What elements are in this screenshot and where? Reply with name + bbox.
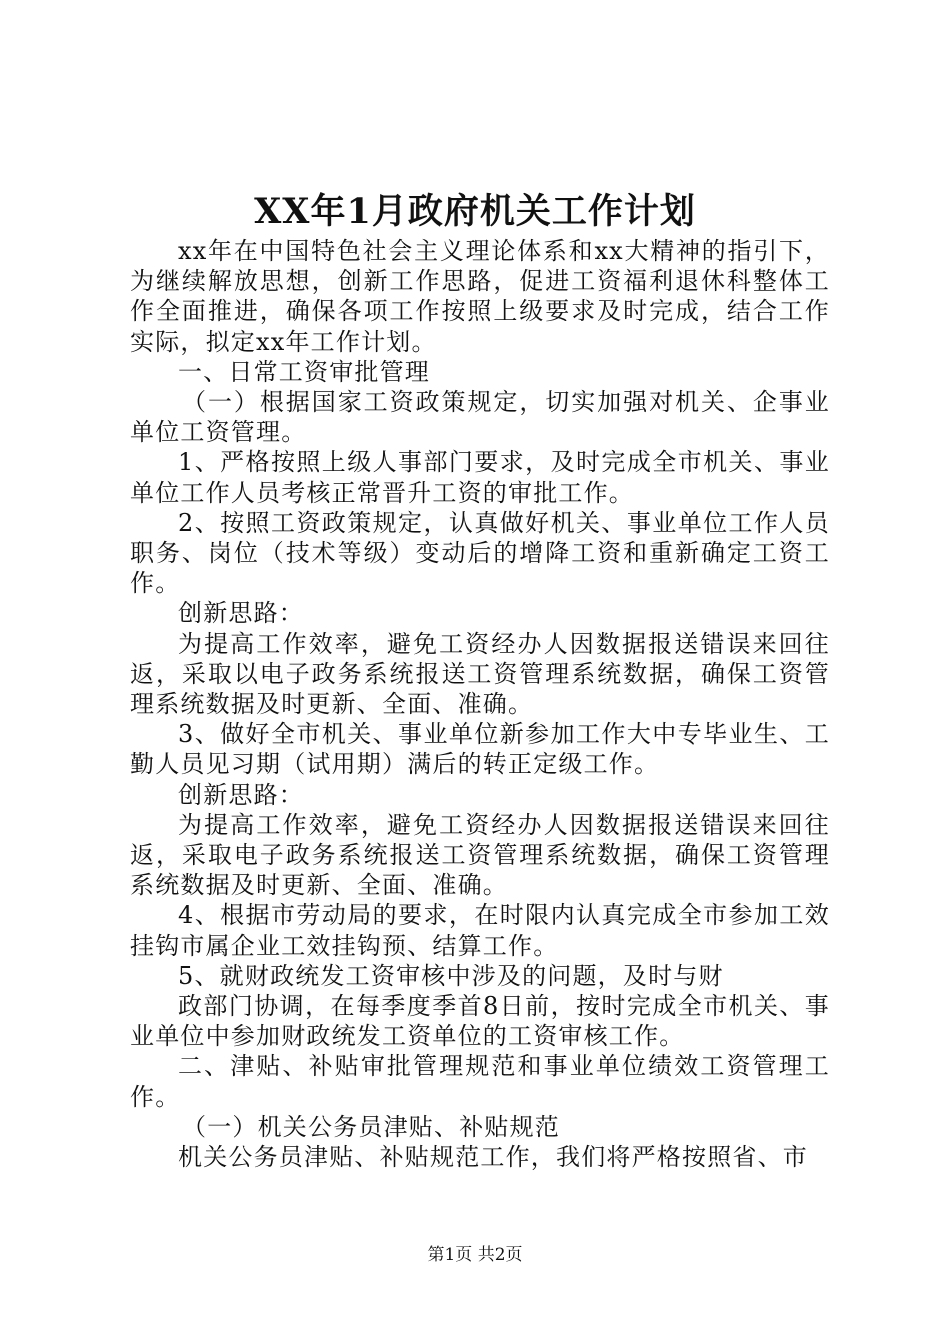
paragraph-item-5: 5、就财政统发工资审核中涉及的问题，及时与财 bbox=[178, 961, 724, 990]
paragraph-innovation-detail: 为提高工作效率，避免工资经办人因数据报送错误来回往返，采取电子政务系统报送工资管理系统数据，确保工资管理系统数据及时更新、全面、准确。 bbox=[130, 810, 830, 900]
paragraph-innovation-detail: 为提高工作效率，避免工资经办人因数据报送错误来回往返，采取以电子政务系统报送工资管理系统数据，确保工资管理系统数据及时更新、全面、准确。 bbox=[130, 629, 830, 719]
subsection-heading-1-1: （一）根据国家工资政策规定，切实加强对机关、企事业单位工资管理。 bbox=[130, 388, 830, 447]
paragraph-subsidy: 机关公务员津贴、补贴规范工作，我们将严格按照省、市 bbox=[178, 1143, 808, 1172]
paragraph-item-2: 2、按照工资政策规定，认真做好机关、事业单位工作人员职务、岗位（技术等级）变动后的增降工资和重新确定工资工作。 bbox=[130, 508, 830, 598]
paragraph-item-4: 4、根据市劳动局的要求，在时限内认真完成全市参加工效挂钩市属企业工效挂钩预、结算工作。 bbox=[130, 901, 830, 960]
page-title: XX年1月政府机关工作计划 bbox=[254, 191, 696, 232]
paragraph-intro: xx年在中国特色社会主义理论体系和xx大精神的指引下，为继续解放思想，创新工作思路，促进工资福利退休科整体工作全面推进，确保各项工作按照上级要求及时完成，结合工作实际，拟定xx年工作计划。 bbox=[130, 237, 830, 356]
document-body bbox=[130, 236, 830, 1172]
section-heading-2: 二、津贴、补贴审批管理规范和事业单位绩效工资管理工作。 bbox=[130, 1052, 830, 1111]
section-heading-1: 一、日常工资审批管理 bbox=[178, 357, 430, 386]
paragraph-item-1: 1、严格按照上级人事部门要求，及时完成全市机关、事业单位工作人员考核正常晋升工资的审批工作。 bbox=[130, 448, 830, 507]
subsection-heading-2-1: （一）机关公务员津贴、补贴规范 bbox=[182, 1112, 560, 1141]
paragraph-innovation-label: 创新思路： bbox=[178, 599, 304, 628]
page-number: 第1页 共2页 bbox=[427, 1245, 523, 1265]
paragraph-item-3: 3、做好全市机关、事业单位新参加工作大中专毕业生、工勤人员见习期（试用期）满后的转正定级工作。 bbox=[130, 720, 830, 779]
paragraph-innovation-label: 创新思路： bbox=[178, 780, 304, 809]
paragraph-item-5-continued: 政部门协调，在每季度季首8日前，按时完成全市机关、事业单位中参加财政统发工资单位的工资审核工作。 bbox=[130, 992, 830, 1051]
